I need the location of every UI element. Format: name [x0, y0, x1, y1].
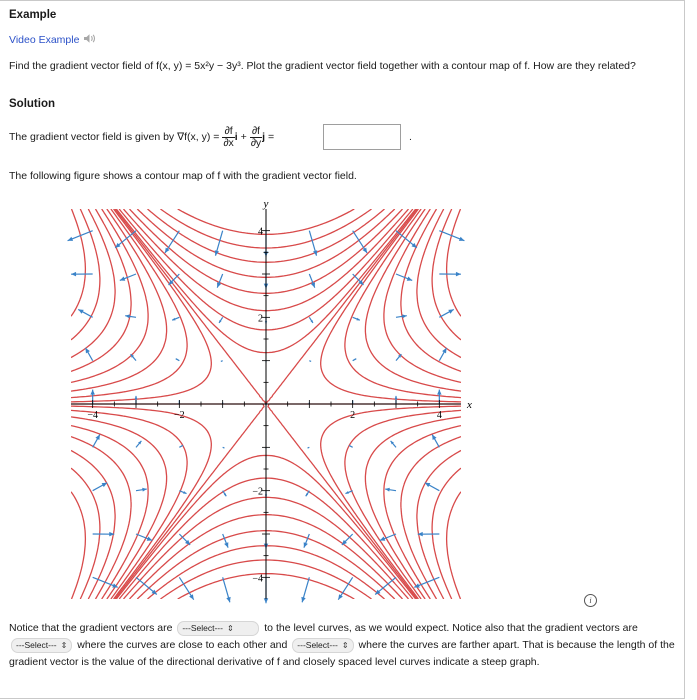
- vector-arrow: [165, 231, 179, 253]
- vector-arrow: [432, 435, 439, 448]
- vector-arrow: [71, 272, 93, 276]
- y-tick-label: 2: [258, 313, 263, 325]
- vector-arrow: [391, 441, 396, 447]
- vector-arrow: [353, 359, 357, 361]
- vector-arrow: [219, 317, 223, 323]
- y-axis-label: y: [263, 198, 269, 210]
- vector-arrow: [380, 534, 396, 541]
- notice-text-3: are: [622, 622, 638, 634]
- problem-text-after: Plot the gradient vector field together with a contour map of f. How are they related?: [246, 60, 636, 72]
- df-dy-fraction: $\frac{\partial f}{\partial y}$: [250, 124, 262, 149]
- notice-text-5: where the curves are farther apart. That is because the length of the gradient vector is the value of the directional derivative of f and closely spaced level curves indicate a steep graph.: [9, 639, 675, 668]
- x-tick-label: 2: [350, 410, 356, 421]
- plus-sign: +: [240, 131, 247, 143]
- vector-arrow: [223, 534, 229, 548]
- solution-heading: Solution: [9, 98, 55, 110]
- y-tick-label: 4: [258, 226, 263, 238]
- vector-arrow: [217, 274, 223, 288]
- gradient-relation-select[interactable]: ---Select--- ⇕: [177, 621, 259, 636]
- vector-arrow: [221, 361, 223, 362]
- gradient-answer-input[interactable]: [323, 124, 401, 150]
- df-dx-fraction: $\frac{\partial f}{\partial x}$: [223, 124, 234, 149]
- vector-arrow: [179, 445, 183, 447]
- equals-sign: =: [267, 131, 275, 143]
- vector-arrow: [223, 447, 225, 448]
- y-tick-label: −2: [252, 486, 263, 498]
- function-expression: f(x, y) = 5x²y − 3y³.: [156, 60, 244, 72]
- vector-arrow: [309, 317, 313, 323]
- vector-arrow: [309, 274, 315, 288]
- video-example-row: [9, 33, 97, 47]
- vector-arrow: [136, 488, 147, 492]
- vector-arrow: [418, 532, 440, 536]
- vector-arrow: [93, 483, 107, 491]
- video-example-link[interactable]: Video Example: [9, 33, 80, 46]
- gradient-lead-text: The gradient vector field is given by ∇f(x, y) =: [9, 131, 220, 143]
- notice-text-4: where the curves are close to each other and: [77, 639, 288, 651]
- vector-arrow: [396, 354, 401, 360]
- vector-arrow: [439, 309, 453, 317]
- notice-paragraph: [9, 620, 675, 671]
- vector-arrow: [136, 441, 141, 447]
- contour-plot: [57, 197, 477, 607]
- vector-arrow: [353, 317, 360, 320]
- j-unit: j: [262, 131, 266, 143]
- vector-arrow: [304, 534, 310, 548]
- notice-text-1: Notice that the gradient vectors are: [9, 622, 173, 634]
- vector-arrow: [425, 483, 439, 491]
- x-tick-label: −4: [87, 410, 98, 421]
- problem-text-before: Find the gradient vector field of: [9, 60, 154, 72]
- example-heading: Example: [9, 9, 57, 21]
- vector-arrow: [131, 354, 136, 360]
- vector-arrow: [78, 309, 92, 317]
- vector-arrow: [93, 435, 100, 448]
- select-arrow-icon: ⇕: [341, 640, 349, 650]
- x-tick-label: −2: [174, 410, 185, 421]
- x-tick-label: 4: [436, 410, 442, 421]
- vector-arrow: [136, 534, 152, 541]
- notice-text-2: to the level curves, as we would expect. Notice also that the gradient vectors: [264, 622, 620, 634]
- close-curves-select[interactable]: ---Select--- ⇕: [11, 638, 72, 653]
- vector-arrow: [301, 577, 309, 602]
- y-tick-label: −4: [252, 573, 263, 585]
- vector-arrow: [215, 231, 223, 256]
- vector-arrow: [309, 231, 317, 256]
- vector-arrow: [349, 445, 353, 447]
- vector-arrow: [375, 577, 396, 594]
- vector-arrow: [85, 348, 92, 361]
- vector-arrow: [223, 577, 231, 602]
- speaker-icon[interactable]: [83, 33, 97, 47]
- vector-arrow: [309, 361, 311, 362]
- vector-arrow: [353, 231, 367, 253]
- far-curves-select[interactable]: ---Select--- ⇕: [292, 638, 353, 653]
- formula-period: .: [409, 131, 412, 143]
- figure-caption: The following figure shows a contour map of f with the gradient vector field.: [9, 170, 357, 182]
- problem-statement: [9, 58, 675, 74]
- select-arrow-icon: ⇕: [60, 640, 68, 650]
- vector-arrow: [172, 317, 179, 320]
- info-icon[interactable]: i: [584, 594, 597, 607]
- vector-arrow: [308, 447, 310, 448]
- gradient-formula: [9, 124, 274, 150]
- x-axis-label: x: [467, 399, 472, 411]
- vector-arrow: [93, 532, 115, 536]
- i-unit: i: [234, 131, 238, 143]
- select-arrow-icon: ⇕: [226, 623, 234, 633]
- vector-arrow: [136, 577, 157, 594]
- vector-arrow: [176, 359, 180, 361]
- vector-arrow: [385, 488, 396, 492]
- vector-arrow: [439, 272, 461, 276]
- vector-arrow: [439, 348, 446, 361]
